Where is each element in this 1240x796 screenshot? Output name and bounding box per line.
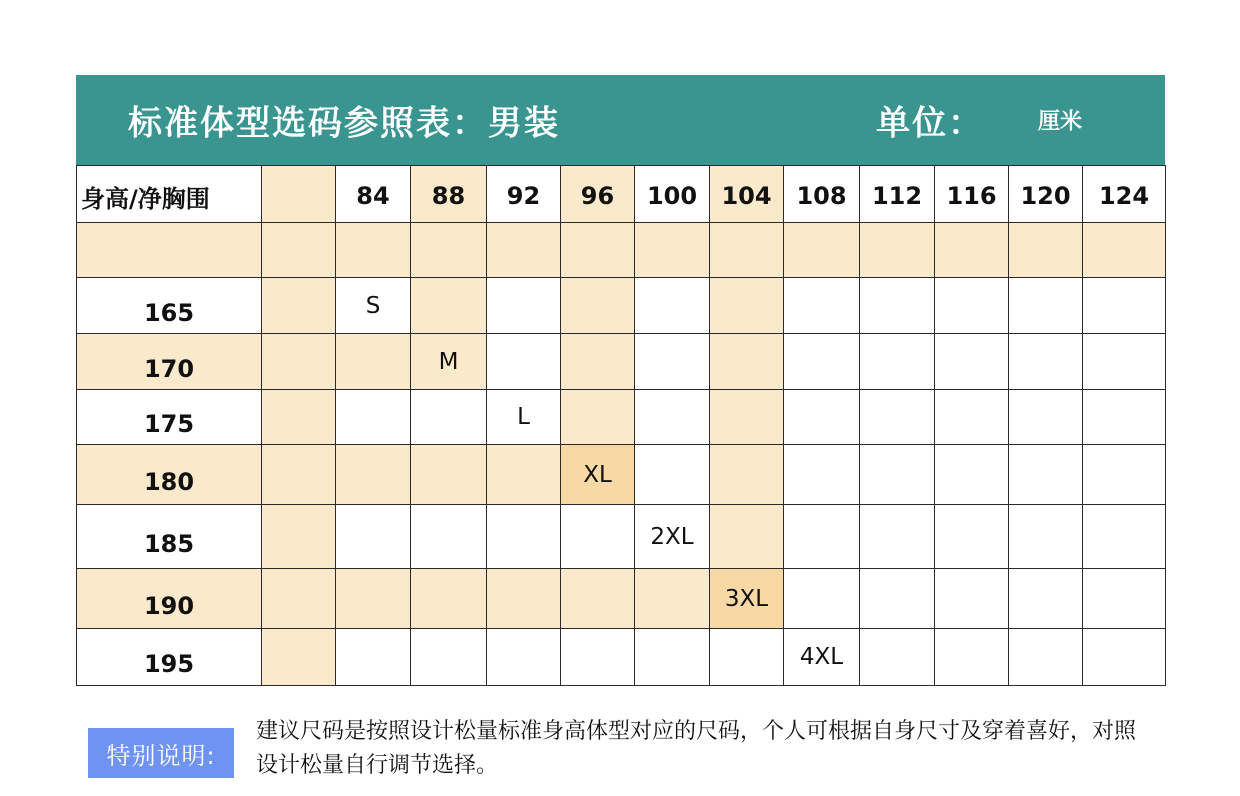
table-cell <box>710 629 784 686</box>
table-cell <box>1083 278 1166 334</box>
special-note-badge: 特别说明: <box>88 728 234 778</box>
corner-header: 身高/净胸围 <box>77 166 262 223</box>
unit-label: 单位： <box>876 103 984 144</box>
table-cell <box>784 505 860 569</box>
height-cell <box>77 223 262 278</box>
table-cell <box>411 445 487 505</box>
table-cell <box>1083 334 1166 390</box>
chest-header: 112 <box>860 166 935 223</box>
table-cell <box>635 334 710 390</box>
table-row <box>77 505 1166 569</box>
table-cell <box>336 334 411 390</box>
table-cell <box>1009 278 1083 334</box>
table-cell <box>935 629 1009 686</box>
table-cell <box>336 390 411 445</box>
table-cell <box>1083 223 1166 278</box>
table-cell <box>710 334 784 390</box>
table-cell <box>635 278 710 334</box>
table-cell <box>1009 390 1083 445</box>
table-cell <box>635 223 710 278</box>
table-cell <box>262 223 336 278</box>
unit-value: 厘米 <box>1038 109 1083 135</box>
chest-header: 116 <box>935 166 1009 223</box>
chest-header: 104 <box>710 166 784 223</box>
table-cell <box>411 629 487 686</box>
chest-header: 88 <box>411 166 487 223</box>
table-cell <box>935 223 1009 278</box>
table-cell <box>860 629 935 686</box>
table-cell <box>561 629 635 686</box>
table-cell <box>262 445 336 505</box>
table-cell <box>411 569 487 629</box>
table-cell <box>487 278 561 334</box>
table-cell <box>1009 505 1083 569</box>
table-cell <box>1009 569 1083 629</box>
table-cell <box>561 505 635 569</box>
table-cell <box>1009 223 1083 278</box>
table-cell <box>1083 445 1166 505</box>
table-cell <box>935 569 1009 629</box>
special-note-text: 建议尺码是按照设计松量标准身高体型对应的尺码，个人可根据自身尺寸及穿着喜好，对照设计松量自行调节选择。 <box>256 719 1137 778</box>
table-row <box>77 223 1166 278</box>
table-cell <box>262 334 336 390</box>
table-cell <box>860 569 935 629</box>
table-cell <box>935 505 1009 569</box>
table-cell <box>336 445 411 505</box>
height-cell: 175 <box>77 390 262 445</box>
table-cell <box>1009 445 1083 505</box>
table-cell <box>336 505 411 569</box>
size-cell: S <box>336 278 411 334</box>
table-cell <box>710 223 784 278</box>
table-cell <box>262 629 336 686</box>
table-cell <box>635 445 710 505</box>
table-cell <box>710 278 784 334</box>
table-cell <box>784 223 860 278</box>
table-cell <box>935 445 1009 505</box>
table-row <box>77 629 1166 686</box>
table-cell <box>411 390 487 445</box>
table-cell <box>561 569 635 629</box>
table-row <box>77 334 1166 390</box>
chest-header: 84 <box>336 166 411 223</box>
table-cell <box>860 390 935 445</box>
table-row <box>77 390 1166 445</box>
table-cell <box>262 505 336 569</box>
table-cell <box>1083 569 1166 629</box>
chest-header <box>262 166 336 223</box>
chest-header: 120 <box>1009 166 1083 223</box>
height-cell: 170 <box>77 334 262 390</box>
table-cell <box>336 629 411 686</box>
table-cell <box>860 223 935 278</box>
table-cell <box>1083 505 1166 569</box>
table-cell <box>784 390 860 445</box>
height-cell: 180 <box>77 445 262 505</box>
table-cell <box>635 569 710 629</box>
table-cell <box>784 445 860 505</box>
table-cell <box>1009 629 1083 686</box>
size-cell: 2XL <box>635 505 710 569</box>
table-cell <box>336 223 411 278</box>
table-cell <box>561 390 635 445</box>
table-cell <box>784 278 860 334</box>
size-cell: M <box>411 334 487 390</box>
table-cell <box>1083 390 1166 445</box>
table-cell <box>487 629 561 686</box>
table-cell <box>487 334 561 390</box>
table-cell <box>1009 334 1083 390</box>
size-cell: XL <box>561 445 635 505</box>
table-row <box>77 569 1166 629</box>
table-cell <box>561 223 635 278</box>
table-cell <box>710 505 784 569</box>
table-cell <box>784 569 860 629</box>
table-cell <box>262 390 336 445</box>
size-chart-table <box>76 165 1166 686</box>
table-cell <box>561 278 635 334</box>
height-cell: 195 <box>77 629 262 686</box>
size-cell: 4XL <box>784 629 860 686</box>
table-cell <box>860 334 935 390</box>
table-cell <box>487 445 561 505</box>
table-cell <box>487 223 561 278</box>
table-cell <box>710 445 784 505</box>
table-cell <box>860 445 935 505</box>
table-cell <box>411 278 487 334</box>
table-cell <box>411 223 487 278</box>
table-cell <box>336 569 411 629</box>
table-cell <box>561 334 635 390</box>
table-cell <box>411 505 487 569</box>
table-cell <box>635 629 710 686</box>
title-banner <box>76 75 1165 165</box>
table-cell <box>1083 629 1166 686</box>
table-cell <box>935 390 1009 445</box>
table-cell <box>487 569 561 629</box>
chest-header: 108 <box>784 166 860 223</box>
table-row <box>77 278 1166 334</box>
table-cell <box>487 505 561 569</box>
table-cell <box>860 278 935 334</box>
chest-header: 124 <box>1083 166 1166 223</box>
size-cell: L <box>487 390 561 445</box>
table-cell <box>710 390 784 445</box>
table-cell <box>784 334 860 390</box>
chest-header: 92 <box>487 166 561 223</box>
table-cell <box>635 390 710 445</box>
table-cell <box>935 334 1009 390</box>
table-cell <box>262 569 336 629</box>
height-cell: 190 <box>77 569 262 629</box>
table-cell <box>935 278 1009 334</box>
size-cell: 3XL <box>710 569 784 629</box>
table-cell <box>262 278 336 334</box>
chart-title: 标准体型选码参照表：男装 <box>128 103 560 144</box>
table-cell <box>860 505 935 569</box>
chest-header: 96 <box>561 166 635 223</box>
table-row <box>77 445 1166 505</box>
height-cell: 185 <box>77 505 262 569</box>
chest-header: 100 <box>635 166 710 223</box>
height-cell: 165 <box>77 278 262 334</box>
